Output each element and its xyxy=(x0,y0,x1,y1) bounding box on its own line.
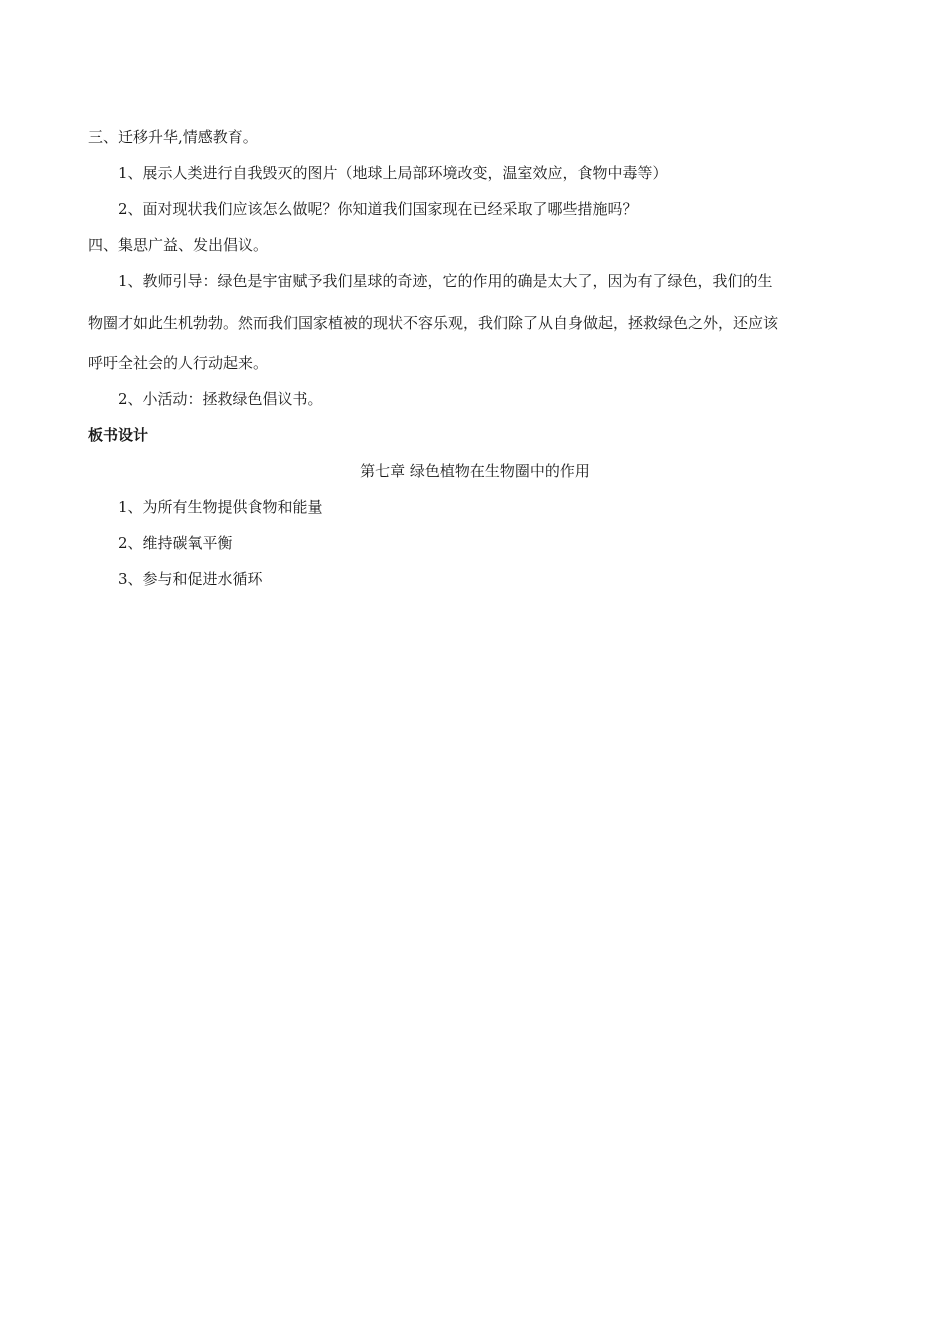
board-design-heading: 板书设计 xyxy=(88,426,149,444)
section-3-item-2: 2、面对现状我们应该怎么做呢？你知道我们国家现在已经采取了哪些措施吗？ xyxy=(118,200,638,218)
section-3-heading: 三、迁移升华,情感教育。 xyxy=(88,128,258,146)
section-4-item-1-line-2: 物圈才如此生机勃勃。然而我们国家植被的现状不容乐观，我们除了从自身做起，拯救绿色之外，还应该 xyxy=(88,314,779,332)
board-item-2: 2、维持碳氧平衡 xyxy=(118,534,233,552)
section-4-item-2: 2、小活动：拯救绿色倡议书。 xyxy=(118,390,323,408)
board-title: 第七章 绿色植物在生物圈中的作用 xyxy=(360,462,590,480)
board-item-1: 1、为所有生物提供食物和能量 xyxy=(118,498,323,516)
section-4-item-1-line-3: 呼吁全社会的人行动起来。 xyxy=(88,354,269,372)
section-4-heading: 四、集思广益、发出倡议。 xyxy=(88,236,269,254)
section-3-item-1: 1、展示人类进行自我毁灭的图片（地球上局部环境改变，温室效应，食物中毒等） xyxy=(118,164,668,182)
board-item-3: 3、参与和促进水循环 xyxy=(118,570,263,588)
section-4-item-1-line-1: 1、教师引导：绿色是宇宙赋予我们星球的奇迹，它的作用的确是太大了，因为有了绿色，我们的生 xyxy=(118,272,773,290)
